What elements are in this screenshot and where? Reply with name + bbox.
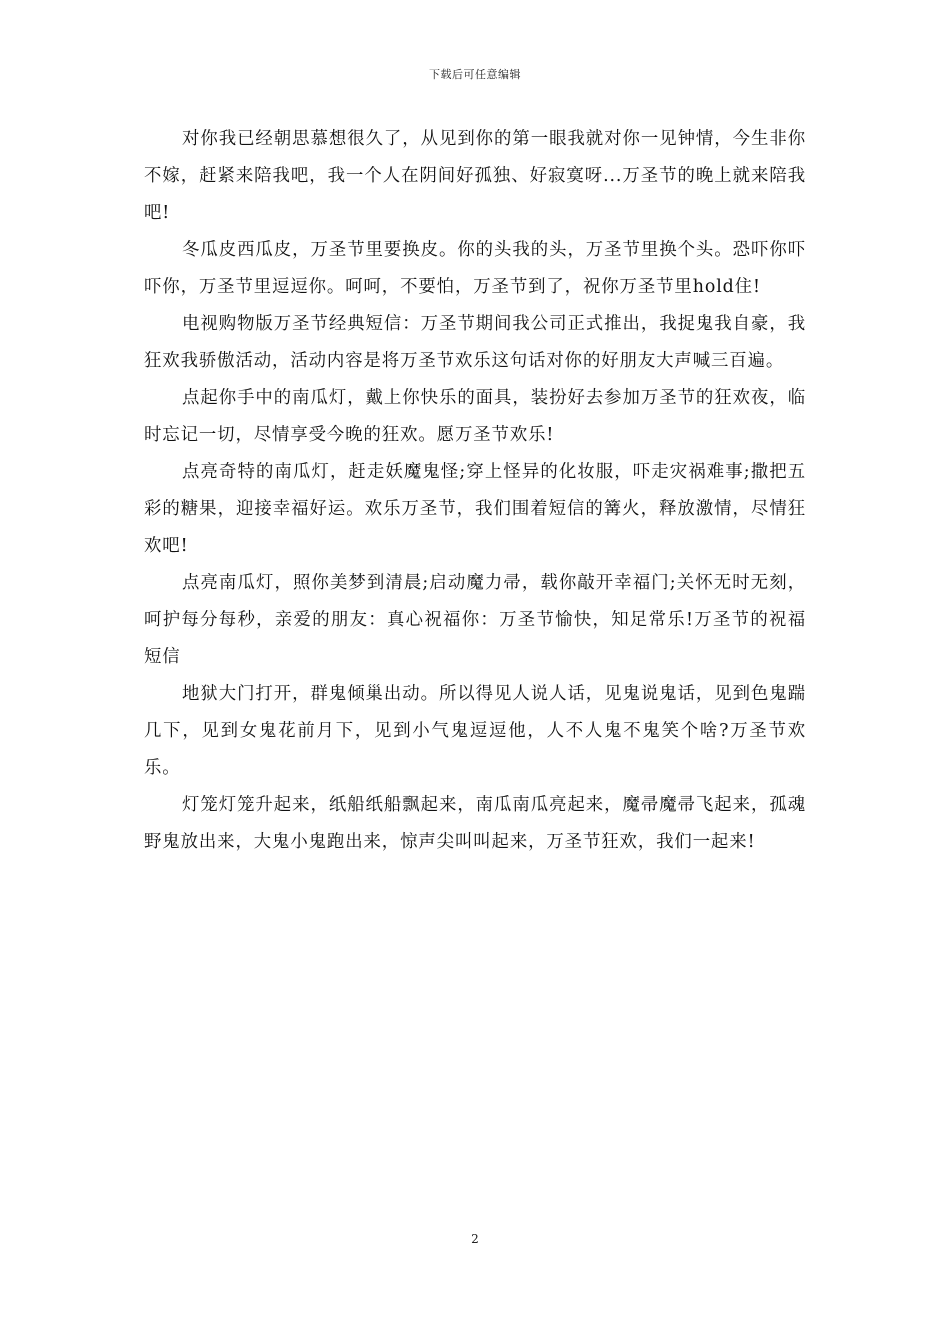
paragraph: 点起你手中的南瓜灯，戴上你快乐的面具，装扮好去参加万圣节的狂欢夜，临时忘记一切，尽情享受今晚的狂欢。愿万圣节欢乐!: [144, 388, 806, 445]
paragraph: 电视购物版万圣节经典短信：万圣节期间我公司正式推出，我捉鬼我自豪，我狂欢我骄傲活动，活动内容是将万圣节欢乐这句话对你的好朋友大声喊三百遍。: [144, 314, 806, 371]
page-number: 2: [471, 1232, 479, 1246]
page-header: 下载后可任意编辑: [429, 68, 521, 81]
paragraph: 冬瓜皮西瓜皮，万圣节里要换皮。你的头我的头，万圣节里换个头。恐吓你吓吓你，万圣节里逗逗你。呵呵，不要怕，万圣节到了，祝你万圣节里hold住!: [144, 240, 806, 297]
paragraph: 对你我已经朝思慕想很久了，从见到你的第一眼我就对你一见钟情，今生非你不嫁，赶紧来陪我吧，我一个人在阴间好孤独、好寂寞呀...万圣节的晚上就来陪我吧!: [144, 129, 806, 223]
document-body: [144, 121, 806, 861]
paragraph: 点亮南瓜灯，照你美梦到清晨;启动魔力帚，载你敲开幸福门;关怀无时无刻，呵护每分每秒，亲爱的朋友：真心祝福你：万圣节愉快，知足常乐!万圣节的祝福短信: [144, 573, 806, 667]
paragraph: 灯笼灯笼升起来，纸船纸船飘起来，南瓜南瓜亮起来，魔帚魔帚飞起来，孤魂野鬼放出来，大鬼小鬼跑出来，惊声尖叫叫起来，万圣节狂欢，我们一起来!: [144, 795, 806, 852]
paragraph: 地狱大门打开，群鬼倾巢出动。所以得见人说人话，见鬼说鬼话，见到色鬼踹几下，见到女鬼花前月下，见到小气鬼逗逗他，人不人鬼不鬼笑个啥?万圣节欢乐。: [144, 684, 806, 778]
paragraph: 点亮奇特的南瓜灯，赶走妖魔鬼怪;穿上怪异的化妆服，吓走灾祸难事;撒把五彩的糖果，迎接幸福好运。欢乐万圣节，我们围着短信的篝火，释放激情，尽情狂欢吧!: [144, 462, 806, 556]
